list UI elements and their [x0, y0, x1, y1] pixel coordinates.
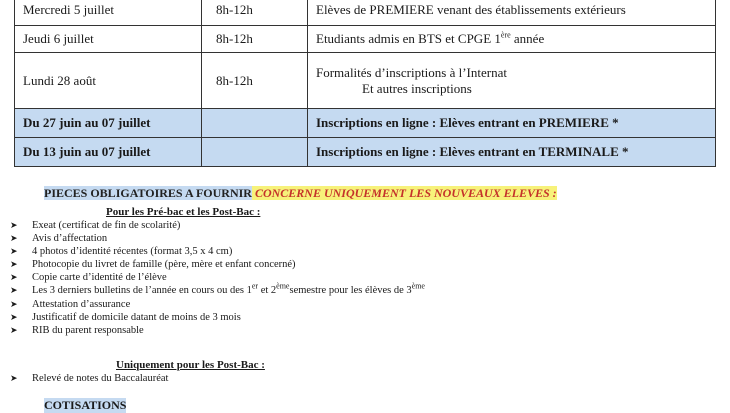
pieces-title-note: CONCERNE UNIQUEMENT LES NOUVEAUX ELEVES : [251, 186, 557, 200]
desc-text-tail: année [510, 31, 545, 46]
schedule-desc [308, 26, 716, 53]
schedule-desc: Elèves de PREMIERE venant des établissements extérieurs [308, 0, 716, 26]
schedule-date: Du 13 juin au 07 juillet [15, 138, 202, 167]
schedule-row [15, 53, 716, 109]
list-item: ➤ Avis d’affectation [10, 233, 108, 245]
arrow-bullet-icon: ➤ [10, 311, 18, 322]
arrow-bullet-icon: ➤ [10, 246, 18, 257]
prebac-list [10, 219, 425, 337]
schedule-date: Jeudi 6 juillet [15, 26, 202, 53]
desc-line-2: Et autres inscriptions [362, 80, 472, 96]
list-item: ➤ Justificatif de domicile datant de moins de 3 mois [10, 311, 241, 323]
schedule-table [14, 0, 716, 167]
arrow-bullet-icon: ➤ [10, 324, 18, 335]
postbac-heading: Uniquement pour les Post-Bac : [116, 359, 265, 371]
schedule-row [15, 26, 716, 53]
list-item: ➤ Copie carte d’identité de l’élève [10, 272, 167, 284]
desc-line-1: Formalités d’inscriptions à l’Internat [316, 64, 507, 80]
schedule-hours: 8h-12h [202, 53, 308, 109]
desc-text: Etudiants admis en BTS et CPGE 1 [316, 31, 501, 46]
arrow-bullet-icon: ➤ [10, 298, 18, 309]
pieces-title [44, 186, 557, 201]
list-item: ➤ Relevé de notes du Baccalauréat [10, 373, 169, 384]
list-item: ➤ Attestation d’assurance [10, 298, 131, 310]
schedule-hours [202, 109, 308, 138]
arrow-bullet-icon: ➤ [10, 285, 18, 296]
list-item: ➤ 4 photos d’identité récentes (format 3,5 x 4 cm) [10, 246, 233, 258]
schedule-date: Lundi 28 août [15, 53, 202, 109]
schedule-date: Du 27 juin au 07 juillet [15, 109, 202, 138]
arrow-bullet-icon: ➤ [10, 233, 18, 244]
list-item: ➤ RIB du parent responsable [10, 324, 144, 336]
schedule-date: Mercredi 5 juillet [15, 0, 202, 26]
schedule-hours [202, 138, 308, 167]
cotisations-heading: COTISATIONS [44, 398, 127, 412]
postbac-list [10, 372, 168, 385]
list-item-bulletins: ➤ Les 3 derniers bulletins de l’année en cours ou des 1er et 2èmesemestre pour les élèves de 3ème [10, 281, 425, 297]
list-item: ➤ Exeat (certificat de fin de scolarité) [10, 220, 181, 231]
prebac-heading: Pour les Pré-bac et les Post-Bac : [106, 206, 261, 218]
schedule-hours: 8h-12h [202, 0, 308, 26]
list-item: ➤ Photocopie du livret de famille (père, mère et enfant concerné) [10, 259, 296, 271]
pieces-title-text: PIECES OBLIGATOIRES A FOURNIR [44, 186, 252, 200]
schedule-row [15, 0, 716, 26]
schedule-desc [308, 53, 716, 109]
arrow-bullet-icon: ➤ [10, 373, 18, 383]
arrow-bullet-icon: ➤ [10, 259, 18, 270]
desc-superscript: ère [500, 30, 511, 40]
arrow-bullet-icon: ➤ [10, 220, 18, 230]
schedule-desc: Inscriptions en ligne : Elèves entrant en TERMINALE * [308, 138, 716, 167]
schedule-row-highlight [15, 138, 716, 167]
schedule-desc: Inscriptions en ligne : Elèves entrant en PREMIERE * [308, 109, 716, 138]
schedule-hours: 8h-12h [202, 26, 308, 53]
arrow-bullet-icon: ➤ [10, 272, 18, 283]
schedule-row-highlight [15, 109, 716, 138]
